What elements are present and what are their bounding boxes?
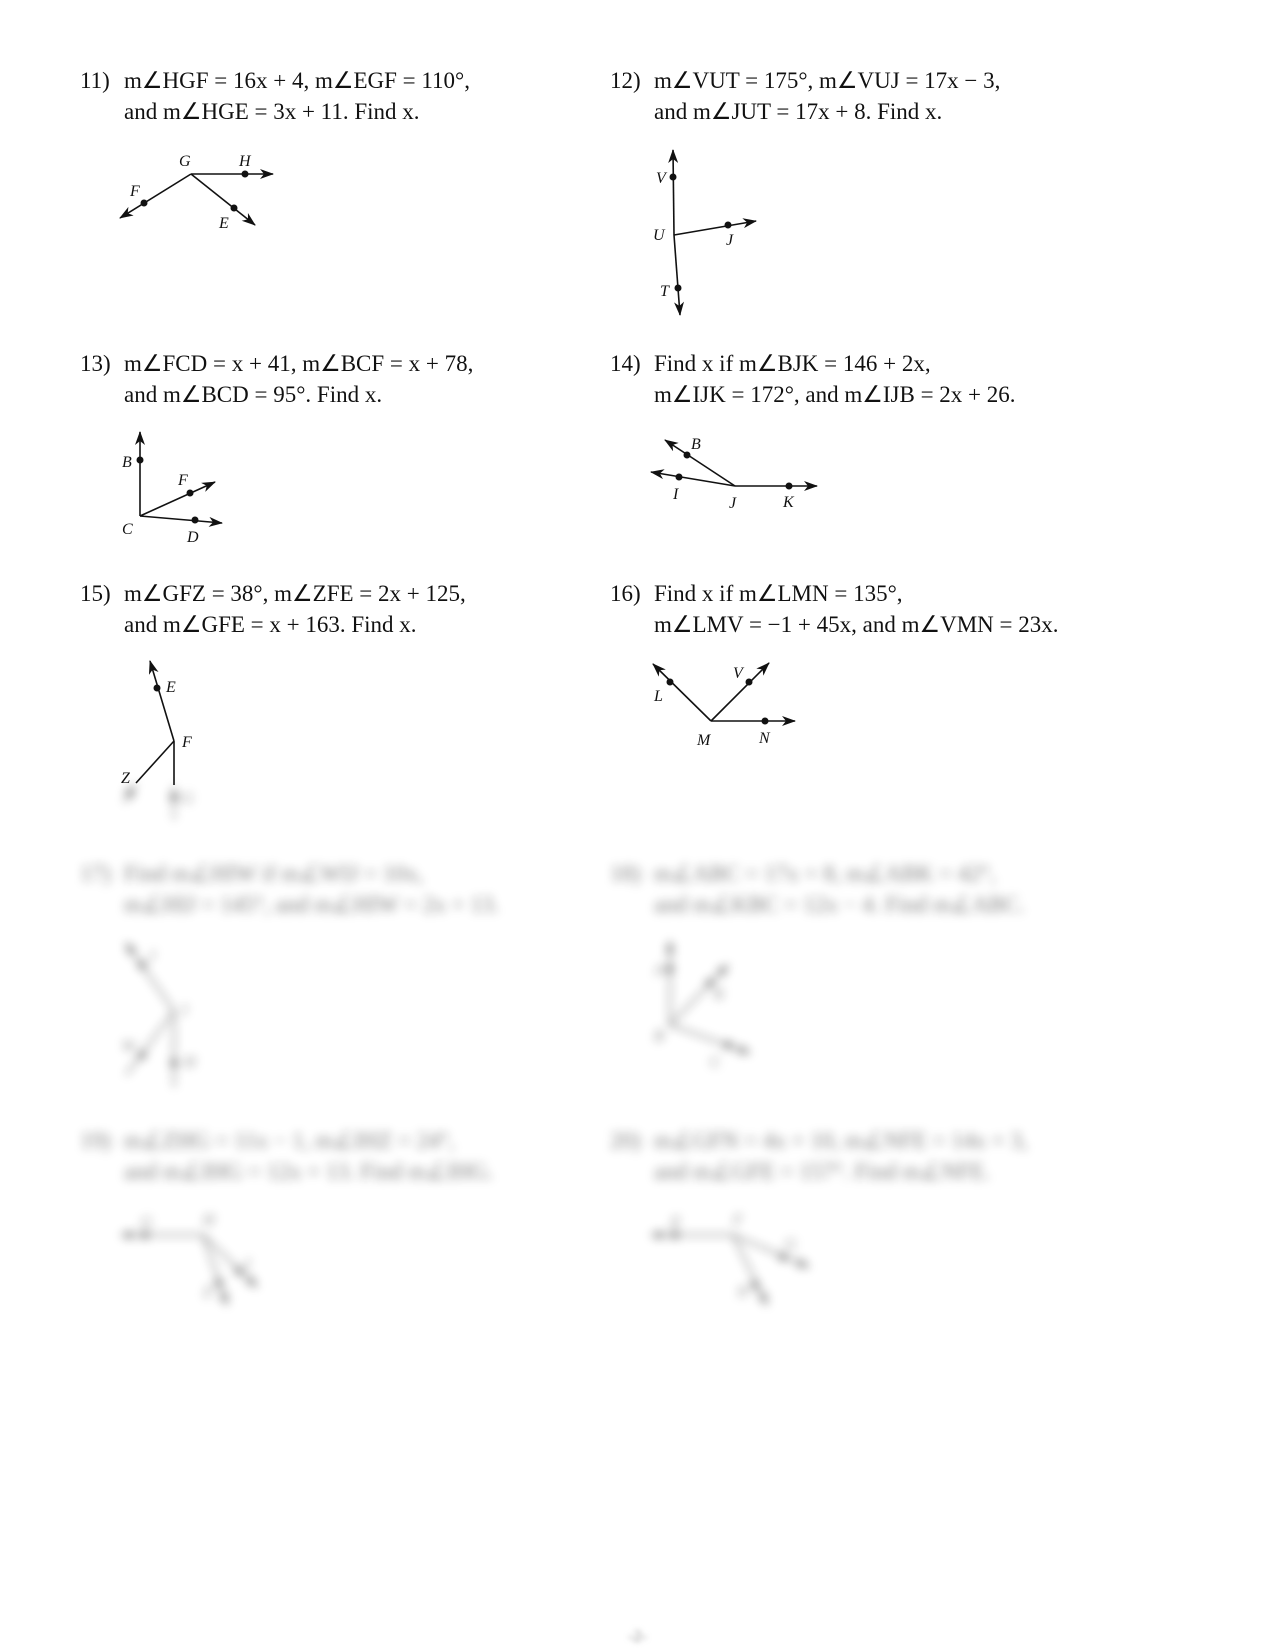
point-label: J: [148, 948, 156, 965]
point-label: H: [203, 1212, 215, 1229]
point-label: A: [654, 962, 664, 979]
point-label: B: [122, 454, 132, 471]
point-label: D: [187, 529, 199, 546]
point-label: H: [184, 1054, 196, 1071]
angle-figure-11: [115, 150, 285, 235]
point-label: U: [653, 227, 665, 244]
point-label: K: [783, 494, 794, 511]
problem-number: 18): [610, 861, 641, 886]
problem-text-line-1: m∠FCD = x + 41, m∠BCF = x + 78,: [124, 351, 474, 376]
point-label: V: [733, 665, 743, 682]
point-label: B: [691, 436, 701, 453]
point-label: C: [710, 1054, 721, 1071]
problem-text-line-2: m∠HIJ = 145°, and m∠HIW = 2x + 13.: [124, 892, 500, 917]
point-label: N: [737, 1284, 748, 1301]
problem-text-line-2: and m∠IHG = 12x + 13. Find m∠IHG.: [124, 1159, 494, 1184]
problem-text-line-1: Find m∠HIW if m∠WIJ = 10x,: [124, 861, 424, 886]
problem-text-line-1: m∠GFZ = 38°, m∠ZFE = 2x + 125,: [124, 581, 466, 606]
point-label: I: [182, 1002, 188, 1019]
problem-number: 15): [80, 581, 111, 606]
point-label: H: [239, 153, 251, 170]
point-label: E: [166, 679, 176, 696]
angle-figure-18: [640, 935, 770, 1075]
point-label: J: [729, 495, 737, 512]
point-label: J: [726, 232, 734, 249]
problem-number: 12): [610, 68, 641, 93]
problem-text-line-2: and m∠GFE = 157°. Find m∠NFE.: [654, 1159, 991, 1184]
point-label: E: [671, 1214, 681, 1231]
point-label: E: [219, 215, 229, 232]
point-label: G: [182, 790, 194, 807]
point-label: F: [733, 1212, 743, 1229]
point-label: G: [179, 153, 191, 170]
point-label: T: [660, 283, 669, 300]
point-label: M: [697, 732, 711, 749]
angle-figure-19: [115, 1205, 275, 1315]
angle-figure-14: [645, 430, 830, 520]
angle-figure-15: [110, 655, 220, 830]
point-label: C: [122, 521, 133, 538]
problem-text-line-2: m∠LMV = −1 + 45x, and m∠VMN = 23x.: [654, 612, 1059, 637]
problem-text-line-1: m∠ZHG = 11x − 1, m∠IHZ = 24°,: [124, 1128, 455, 1153]
page-number: -2-: [628, 1628, 647, 1645]
point-label: W: [122, 1038, 136, 1055]
problem-text-line-1: m∠ABC = 17x + 8, m∠ABK = 42°,: [654, 861, 996, 886]
problem-number: 14): [610, 351, 641, 376]
angle-figure-16: [645, 655, 805, 755]
point-label: L: [654, 688, 663, 705]
point-label: Z: [203, 1284, 212, 1301]
point-label: F: [130, 183, 140, 200]
point-label: G: [785, 1236, 797, 1253]
problem-number: 17): [80, 861, 111, 886]
problem-text-line-1: Find x if m∠LMN = 135°,: [654, 581, 903, 606]
angle-figure-12: [640, 145, 770, 320]
angle-figure-13: [115, 428, 245, 553]
point-label: V: [656, 170, 666, 187]
problem-text-line-1: m∠VUT = 175°, m∠VUJ = 17x − 3,: [654, 68, 1001, 93]
problem-text-line-2: m∠IJK = 172°, and m∠IJB = 2x + 26.: [654, 382, 1016, 407]
point-label: I: [245, 1256, 251, 1273]
problem-text-line-1: Find x if m∠BJK = 146 + 2x,: [654, 351, 931, 376]
problem-text-line-2: and m∠GFE = x + 163. Find x.: [124, 612, 417, 637]
problem-text-line-1: m∠HGF = 16x + 4, m∠EGF = 110°,: [124, 68, 470, 93]
problem-text-line-2: and m∠HGE = 3x + 11. Find x.: [124, 99, 420, 124]
problem-number: 19): [80, 1128, 111, 1153]
problem-text-line-2: and m∠KBC = 12x − 4. Find m∠ABC.: [654, 892, 1025, 917]
problem-text-line-2: and m∠JUT = 17x + 8. Find x.: [654, 99, 943, 124]
problem-number: 20): [610, 1128, 641, 1153]
point-label: N: [759, 730, 770, 747]
angle-figure-20: [645, 1205, 825, 1315]
point-label: F: [182, 734, 192, 751]
problem-number: 11): [80, 68, 110, 93]
point-label: B: [654, 1028, 664, 1045]
point-label: K: [714, 986, 725, 1003]
angle-figure-17: [110, 935, 220, 1095]
problem-number: 13): [80, 351, 111, 376]
point-label: Z: [121, 770, 130, 787]
point-label: I: [673, 486, 679, 503]
problem-number: 16): [610, 581, 641, 606]
point-label: G: [141, 1214, 153, 1231]
point-label: F: [178, 472, 188, 489]
problem-text-line-2: and m∠BCD = 95°. Find x.: [124, 382, 383, 407]
problem-text-line-1: m∠GFN = 4x + 10, m∠NFE = 14x + 3,: [654, 1128, 1028, 1153]
